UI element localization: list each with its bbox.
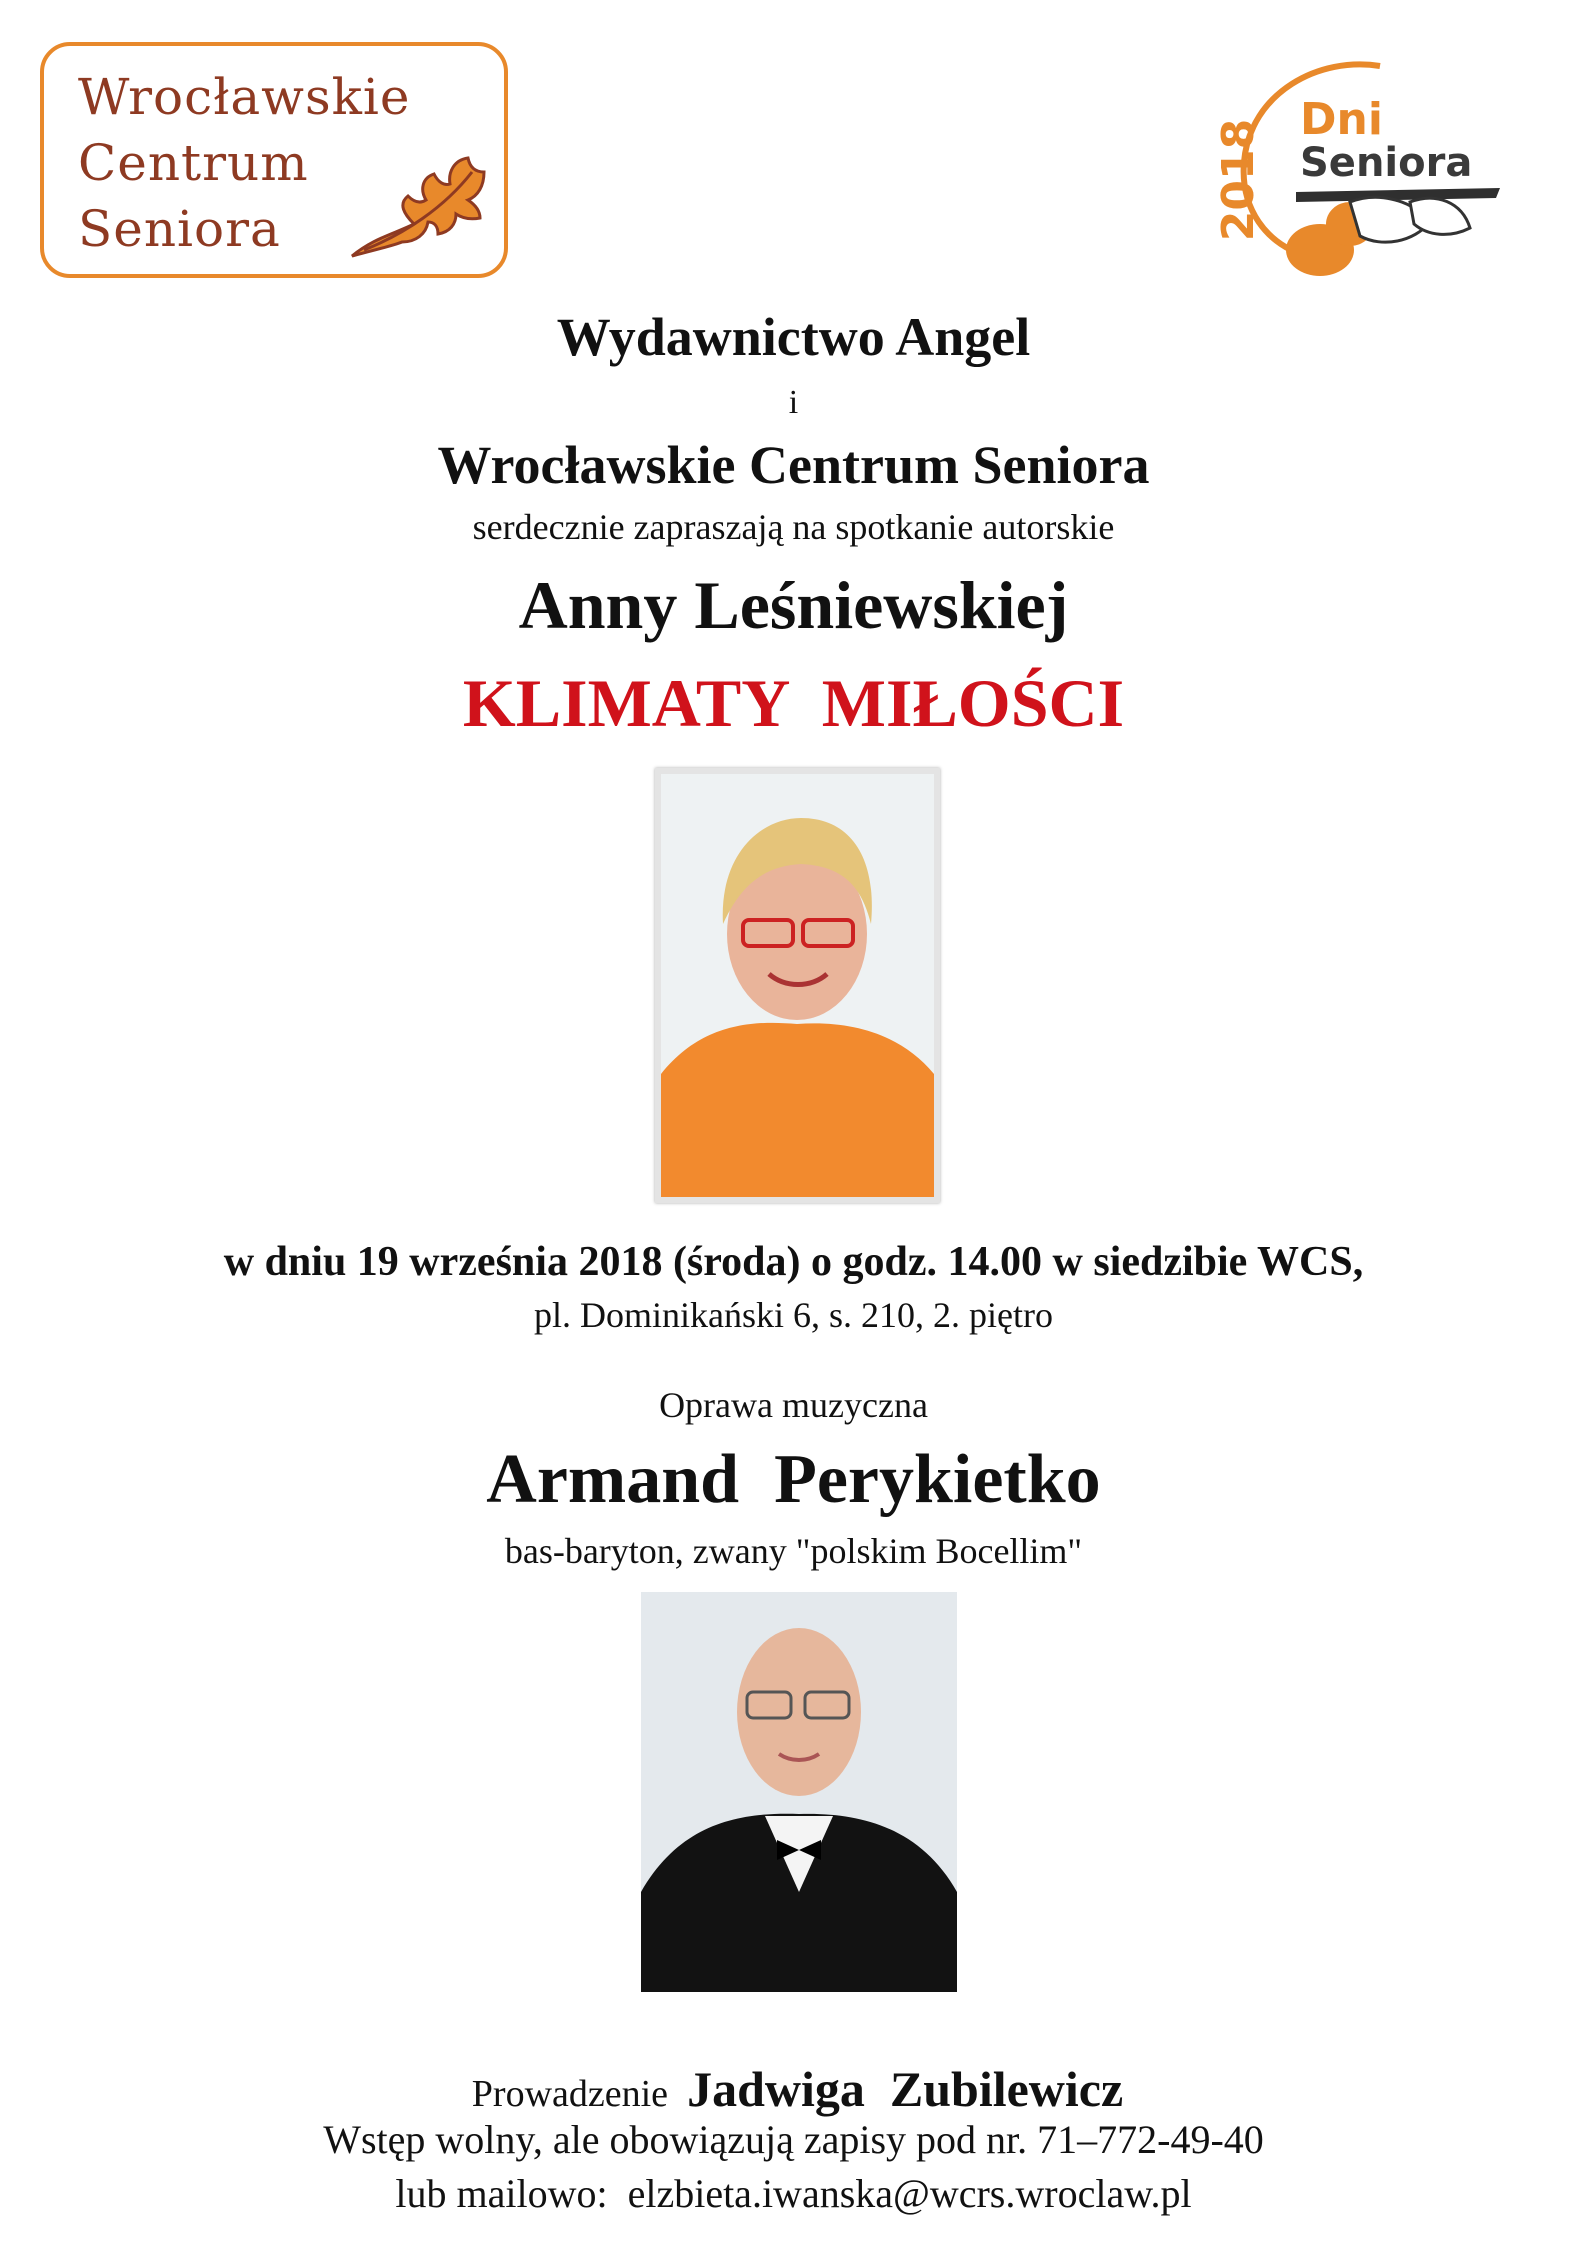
performer-photo [641, 1592, 957, 1992]
logo-seniora: Seniora [1300, 140, 1473, 186]
author-photo [655, 768, 940, 1203]
logo-line-1: Wrocławskie [78, 68, 411, 126]
invitation-text: serdecznie zapraszają na spotkanie autorskie [472, 507, 1115, 547]
host-name: Jadwiga Zubilewicz [687, 2061, 1124, 2117]
author-portrait-image [661, 774, 934, 1197]
logo-year: 2018 [1212, 118, 1264, 242]
organizer-name: Wrocławskie Centrum Seniora [437, 435, 1150, 495]
author-name: Anny Leśniewskiej [518, 567, 1069, 643]
host-label: Prowadzenie [471, 2073, 669, 2115]
oak-leaf-icon [334, 138, 504, 268]
host-line [0, 2042, 1587, 2118]
event-date-line: w dniu 19 września 2018 (środa) o godz. 14.00 w siedzibie WCS, [223, 1239, 1364, 1285]
logo-line-2: Centrum [78, 134, 309, 192]
book-title: KLIMATY MIŁOŚCI [462, 665, 1125, 741]
performer-name: Armand Perykietko [486, 1441, 1101, 1518]
logo-dni: Dni [1300, 94, 1383, 145]
logo-line-3: Seniora [78, 200, 281, 258]
performer-portrait-image [641, 1592, 957, 1992]
publisher-name: Wydawnictwo Angel [556, 307, 1031, 367]
event-address-line: pl. Dominikański 6, s. 210, 2. piętro [534, 1295, 1053, 1335]
performer-description: bas-baryton, zwany "polskim Bocellim" [504, 1531, 1083, 1571]
music-label: Oprawa muzyczna [659, 1385, 928, 1425]
dni-seniora-logo [1200, 52, 1520, 302]
conjunction-text: i [788, 384, 799, 421]
entry-info-line: Wstęp wolny, ale obowiązują zapisy pod nr. 71–772-49-40 [323, 2117, 1264, 2162]
email-info-line: lub mailowo: elzbieta.iwanska@wcrs.wroclaw.pl [395, 2171, 1192, 2216]
wcs-logo [40, 42, 508, 278]
